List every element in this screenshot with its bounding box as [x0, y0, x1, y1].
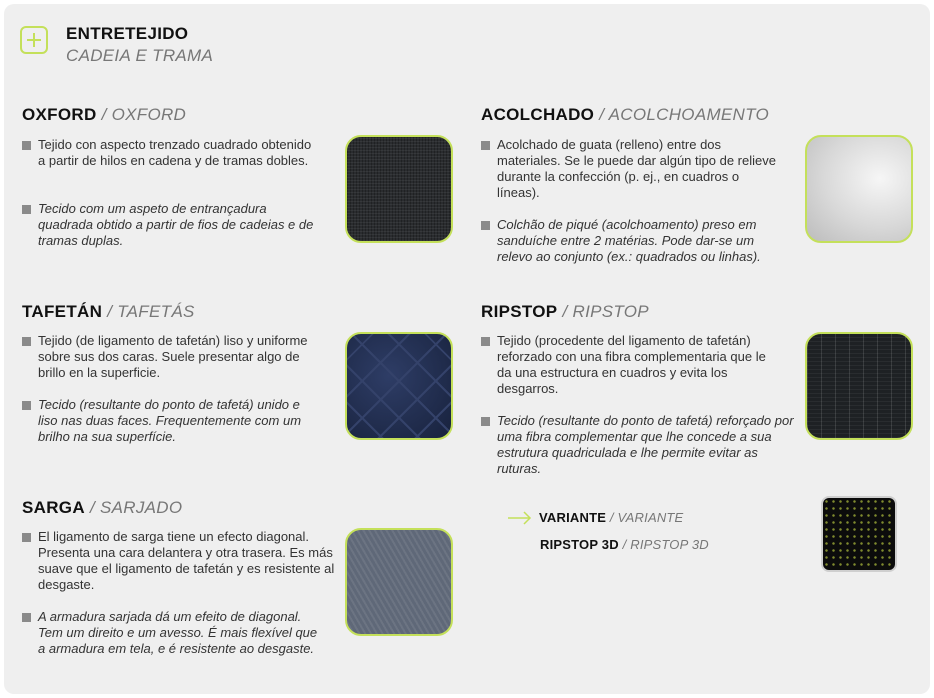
section-title [481, 302, 649, 322]
title-es: TAFETÁN [22, 302, 103, 321]
text-es: El ligamento de sarga tiene un efecto diagonal. Presenta una cara delantera y otra trasera. Es más suave que el ligamento de tafetán y es resistente al desgaste. [22, 529, 338, 593]
text-pt: Tecido com um aspeto de entrançadura quadrada obtido a partir de fios de cadeias e de tramas duplas. [22, 201, 322, 249]
title-pt: / TAFETÁS [107, 302, 195, 321]
variant-name-pt: / RIPSTOP 3D [622, 537, 709, 552]
title-es: OXFORD [22, 105, 97, 124]
section-title [22, 302, 195, 322]
variant-name [540, 537, 709, 552]
page-title: ENTRETEJIDO [66, 24, 189, 43]
text-es: Tejido (de ligamento de tafetán) liso y uniforme sobre sus dos caras. Suele presentar algo de brillo en la superficie. [22, 333, 322, 381]
text-pt: Tecido (resultante do ponto de tafetá) unido e liso nas duas faces. Frequentemente com um brilho na sua superfície. [22, 397, 322, 445]
variant-name-es: RIPSTOP 3D [540, 537, 619, 552]
text-es: Tejido (procedente del ligamento de tafetán) reforzado con una fibra complementaria que le da una estructura en cuadros y evita los desgarros. [481, 333, 781, 397]
section-title [22, 498, 182, 518]
title-pt: / ACOLCHOAMENTO [599, 105, 770, 124]
title-pt: / OXFORD [101, 105, 187, 124]
variant-label-es: VARIANTE [539, 510, 607, 525]
arrow-right-icon [508, 511, 532, 525]
plus-box-icon [20, 26, 48, 54]
text-es: Tejido con aspecto trenzado cuadrado obtenido a partir de hilos en cadena y de tramas dobles. [22, 137, 322, 169]
fabric-swatch-tafetan [345, 332, 453, 440]
fabric-swatch-ripstop [805, 332, 913, 440]
variant-label-pt: / VARIANTE [609, 510, 684, 525]
text-pt: Tecido (resultante do ponto de tafetá) reforçado por uma fibra complementar que lhe concede a sua estrutura quadriculada e lhe permite evitar as ruturas. [481, 413, 795, 477]
fabric-swatch-sarga [345, 528, 453, 636]
fabric-swatch-acolchado [805, 135, 913, 243]
title-es: ACOLCHADO [481, 105, 595, 124]
text-pt: Colchão de piqué (acolchoamento) preso em sanduíche entre 2 matérias. Pode dar-se um relevo ao conjunto (ex.: quadrados ou linhas). [481, 217, 781, 265]
fabric-swatch-oxford [345, 135, 453, 243]
title-es: SARGA [22, 498, 85, 517]
title-es: RIPSTOP [481, 302, 558, 321]
text-pt: A armadura sarjada dá um efeito de diagonal. Tem um direito e um avesso. É mais flexível que a armadura em tela, e é resistente ao desgaste. [22, 609, 322, 657]
section-title [22, 105, 186, 125]
text-es: Acolchado de guata (relleno) entre dos materiales. Se le puede dar algún tipo de relieve durante la confección (p. ej., en cuadros o líneas). [481, 137, 781, 201]
variant-label [539, 510, 683, 525]
fabric-swatch-ripstop-3d [821, 496, 897, 572]
section-title [481, 105, 769, 125]
title-pt: / SARJADO [89, 498, 183, 517]
title-pt: / RIPSTOP [562, 302, 649, 321]
page-subtitle: CADEIA E TRAMA [66, 46, 214, 65]
